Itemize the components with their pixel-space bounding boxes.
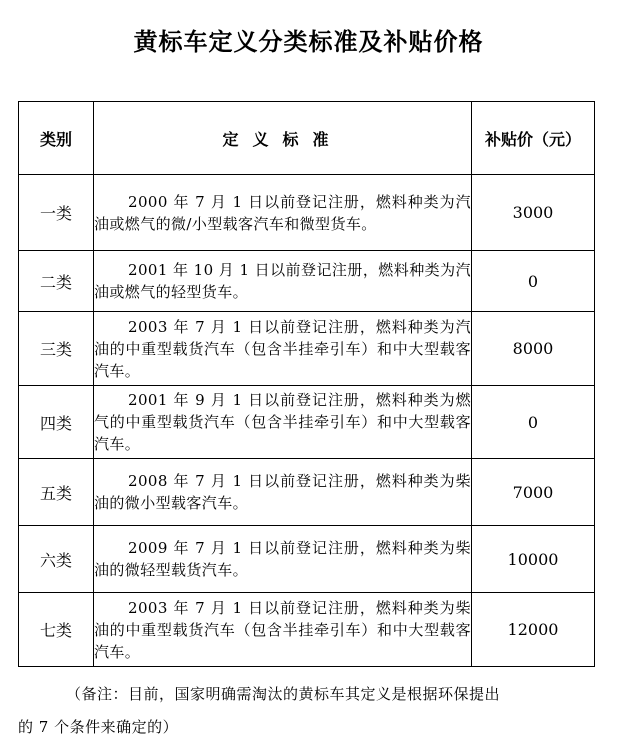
subsidy-table xyxy=(18,101,595,667)
row-subsidy: 0 xyxy=(472,386,595,459)
row-category: 五类 xyxy=(19,459,94,526)
row-subsidy: 10000 xyxy=(472,526,595,593)
row-category: 三类 xyxy=(19,312,94,386)
row-definition: 2008 年 7 月 1 日以前登记注册，燃料种类为柴油的微小型载客汽车。 xyxy=(94,459,472,526)
table-header-row xyxy=(19,102,595,175)
header-subsidy: 补贴价（元） xyxy=(472,102,595,175)
header-category: 类别 xyxy=(19,102,94,175)
row-definition: 2003 年 7 月 1 日以前登记注册，燃料种类为柴油的中重型载货汽车（包含半挂牵引车）和中大型载客汽车。 xyxy=(94,593,472,667)
row-category: 一类 xyxy=(19,175,94,251)
row-subsidy: 8000 xyxy=(472,312,595,386)
footnote-line-1: （备注：目前，国家明确需淘汰的黄标车其定义是根据环保提出 xyxy=(66,685,501,703)
footnote xyxy=(18,678,598,744)
row-subsidy: 0 xyxy=(472,251,595,312)
table-row xyxy=(19,386,595,459)
table-row xyxy=(19,251,595,312)
row-definition: 2009 年 7 月 1 日以前登记注册，燃料种类为柴油的微轻型载货汽车。 xyxy=(94,526,472,593)
row-definition: 2003 年 7 月 1 日以前登记注册，燃料种类为汽油的中重型载货汽车（包含半挂牵引车）和中大型载客汽车。 xyxy=(94,312,472,386)
row-category: 六类 xyxy=(19,526,94,593)
table-row xyxy=(19,526,595,593)
row-category: 四类 xyxy=(19,386,94,459)
table-row xyxy=(19,459,595,526)
row-definition: 2001 年 9 月 1 日以前登记注册，燃料种类为燃气的中重型载货汽车（包含半挂牵引车）和中大型载客汽车。 xyxy=(94,386,472,459)
row-category: 二类 xyxy=(19,251,94,312)
page-title: 黄标车定义分类标准及补贴价格 xyxy=(133,28,484,56)
row-category: 七类 xyxy=(19,593,94,667)
table-row xyxy=(19,175,595,251)
row-subsidy: 12000 xyxy=(472,593,595,667)
row-definition: 2000 年 7 月 1 日以前登记注册，燃料种类为汽油或燃气的微/小型载客汽车和微型货车。 xyxy=(94,175,472,251)
footnote-line-2: 的 7 个条件来确定的） xyxy=(18,718,179,736)
table-row xyxy=(19,593,595,667)
row-definition: 2001 年 10 月 1 日以前登记注册，燃料种类为汽油或燃气的轻型货车。 xyxy=(94,251,472,312)
row-subsidy: 3000 xyxy=(472,175,595,251)
row-subsidy: 7000 xyxy=(472,459,595,526)
table-row xyxy=(19,312,595,386)
header-definition: 定义标准 xyxy=(94,102,472,175)
